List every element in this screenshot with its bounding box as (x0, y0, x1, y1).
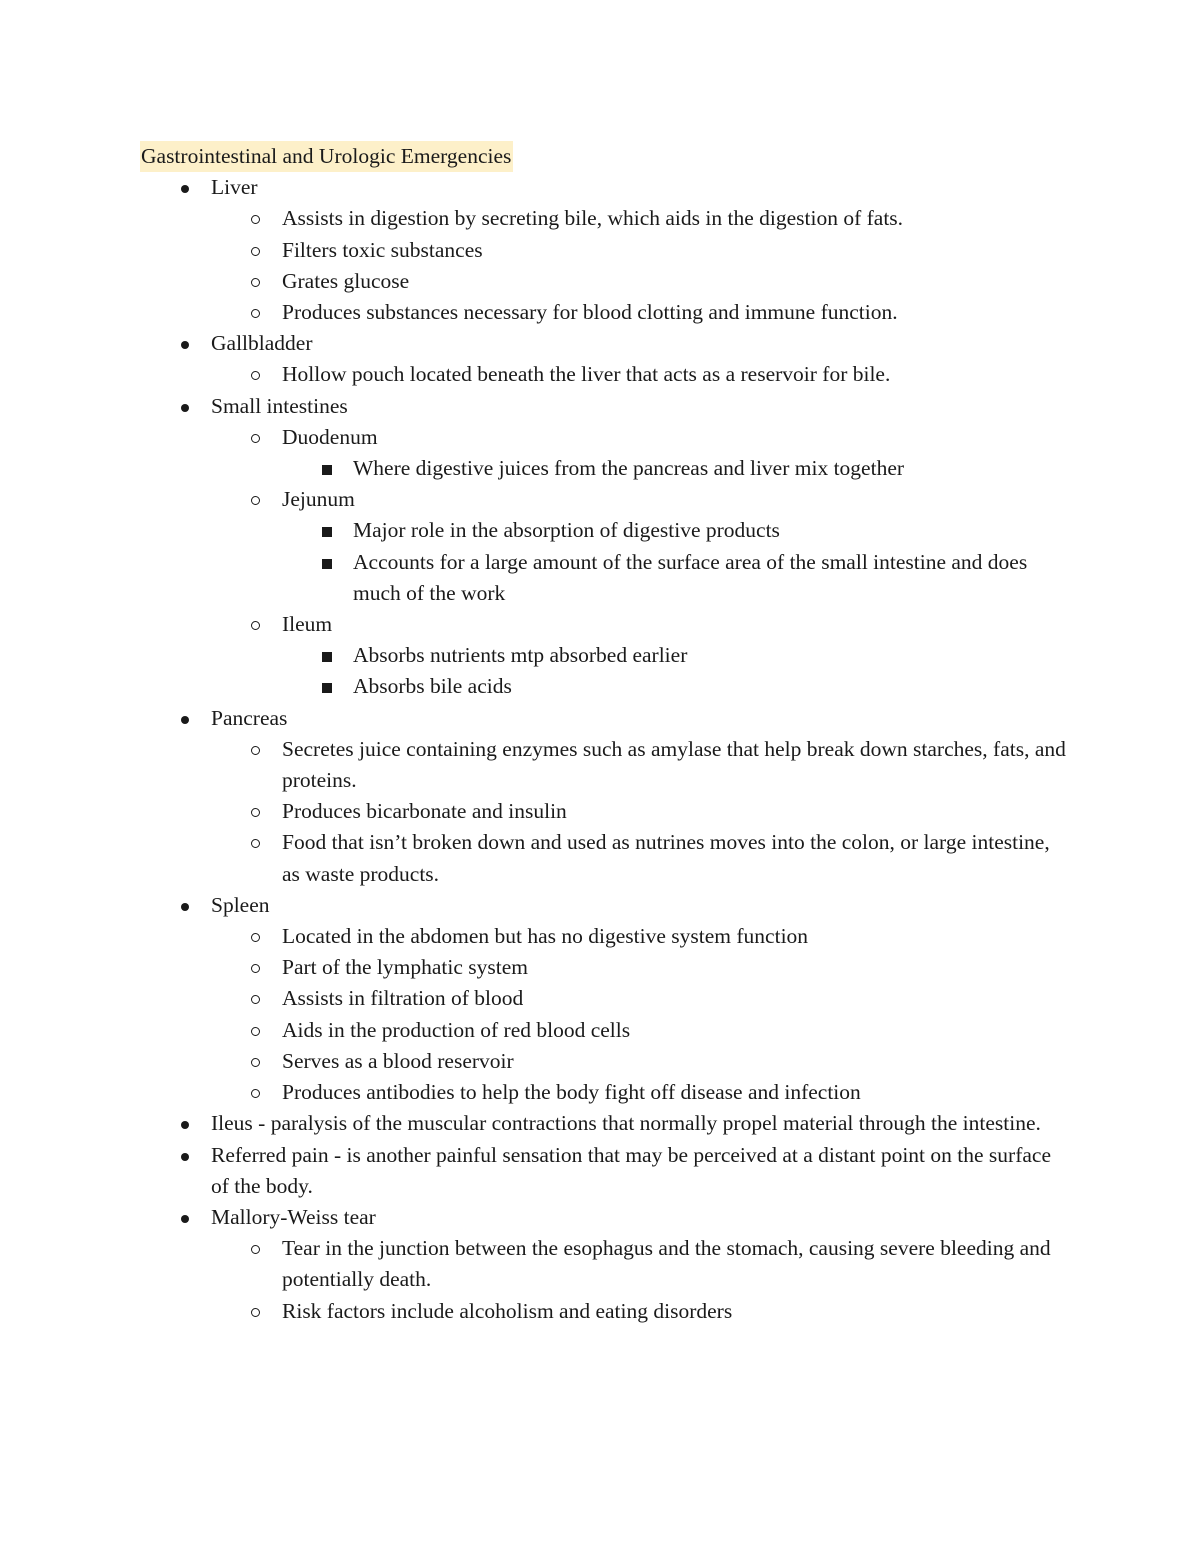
list-item-referred-pain (141, 1140, 1071, 1202)
bullet-square-icon (317, 547, 337, 578)
bullet-circle-icon (247, 297, 267, 328)
duodenum-sublist (141, 453, 1071, 484)
list-item (141, 515, 1071, 546)
list-item-text: Absorbs nutrients mtp absorbed earlier (353, 643, 688, 668)
jejunum-sublist (141, 515, 1071, 609)
list-item-text: Produces bicarbonate and insulin (282, 799, 567, 824)
sublist-container (141, 422, 1071, 703)
list-item-text: Assists in digestion by secreting bile, which aids in the digestion of fats. (282, 206, 904, 231)
list-item-gallbladder (141, 328, 1071, 359)
main-list (141, 172, 1071, 1327)
list-item (141, 1015, 1071, 1046)
list-item-text: Jejunum (282, 487, 355, 512)
list-item-label: Pancreas (211, 705, 288, 730)
list-item-duodenum (141, 422, 1071, 453)
list-item-label: Liver (211, 175, 258, 200)
sublist-container (141, 640, 1071, 702)
bullet-circle-icon (247, 484, 267, 515)
list-item-text: Accounts for a large amount of the surface area of the small intestine and does much of the work (353, 549, 1028, 605)
bullet-circle-icon (247, 796, 267, 827)
list-item (141, 1233, 1071, 1295)
bullet-square-icon (317, 453, 337, 484)
list-item (141, 1077, 1071, 1108)
list-item-text: Major role in the absorption of digestive products (353, 518, 780, 543)
list-item-text: Secretes juice containing enzymes such as amylase that help break down starches, fats, and proteins. (282, 736, 1066, 793)
list-item-text: Referred pain - is another painful sensation that may be perceived at a distant point on the surface of the body. (211, 1142, 1051, 1198)
sublist-container (141, 203, 1071, 328)
bullet-circle-icon (247, 266, 267, 297)
sublist-container (141, 734, 1071, 890)
list-item-ileus (141, 1108, 1071, 1139)
pancreas-sublist (141, 734, 1071, 890)
list-item-label: Small intestines (211, 393, 348, 418)
list-item (141, 921, 1071, 952)
spleen-sublist (141, 921, 1071, 1108)
list-item-text: Aids in the production of red blood cells (282, 1017, 631, 1042)
list-item-text: Hollow pouch located beneath the liver that acts as a reservoir for bile. (282, 362, 891, 387)
list-item-text: Duodenum (282, 424, 378, 449)
list-item (141, 734, 1071, 796)
bullet-circle-icon (247, 609, 267, 640)
document-title: Gastrointestinal and Urologic Emergencies (140, 141, 513, 172)
bullet-disc-icon (177, 391, 197, 422)
bullet-square-icon (317, 640, 337, 671)
sublist-container (141, 1233, 1071, 1327)
list-item-text: Part of the lymphatic system (282, 955, 529, 980)
list-item (141, 983, 1071, 1014)
mallory-weiss-sublist (141, 1233, 1071, 1327)
list-item-text: Produces antibodies to help the body fight off disease and infection (282, 1080, 861, 1105)
bullet-circle-icon (247, 1233, 267, 1264)
list-item-label: Spleen (211, 892, 270, 917)
bullet-circle-icon (247, 203, 267, 234)
bullet-circle-icon (247, 921, 267, 952)
list-item (141, 671, 1071, 702)
bullet-disc-icon (177, 1202, 197, 1233)
list-item-text: Where digestive juices from the pancreas and liver mix together (353, 456, 905, 481)
list-item (141, 266, 1071, 297)
sublist-container (141, 453, 1071, 484)
list-item (141, 547, 1071, 609)
list-item-text: Risk factors include alcoholism and eating disorders (282, 1298, 733, 1323)
bullet-circle-icon (247, 1046, 267, 1077)
sublist-container (141, 921, 1071, 1108)
gallbladder-sublist (141, 359, 1071, 390)
list-item-label: Gallbladder (211, 331, 313, 356)
list-item (141, 640, 1071, 671)
bullet-disc-icon (177, 1140, 197, 1171)
list-item (141, 453, 1071, 484)
list-item-text: Located in the abdomen but has no digestive system function (282, 924, 809, 949)
bullet-circle-icon (247, 734, 267, 765)
small-intestines-sublist (141, 422, 1071, 703)
document-body (141, 141, 1071, 1327)
list-item (141, 297, 1071, 328)
bullet-circle-icon (247, 827, 267, 858)
list-item-text: Grates glucose (282, 268, 410, 293)
list-item (141, 1296, 1071, 1327)
list-item-spleen (141, 890, 1071, 921)
bullet-square-icon (317, 671, 337, 702)
bullet-disc-icon (177, 1108, 197, 1139)
bullet-disc-icon (177, 172, 197, 203)
list-item-text: Ileus - paralysis of the muscular contractions that normally propel material through the intestine. (211, 1111, 1041, 1136)
list-item-jejunum (141, 484, 1071, 515)
list-item-mallory-weiss (141, 1202, 1071, 1233)
sublist-container (141, 359, 1071, 390)
bullet-square-icon (317, 515, 337, 546)
ileum-sublist (141, 640, 1071, 702)
list-item (141, 796, 1071, 827)
bullet-disc-icon (177, 328, 197, 359)
list-item (141, 203, 1071, 234)
list-item-text: Serves as a blood reservoir (282, 1048, 514, 1073)
list-item-small-intestines (141, 391, 1071, 422)
bullet-circle-icon (247, 983, 267, 1014)
list-item-text: Filters toxic substances (282, 237, 483, 262)
list-item (141, 1046, 1071, 1077)
list-item-text: Produces substances necessary for blood clotting and immune function. (282, 300, 898, 325)
list-item (141, 952, 1071, 983)
list-item-label: Mallory-Weiss tear (211, 1204, 376, 1229)
bullet-circle-icon (247, 235, 267, 266)
list-item-text: Assists in filtration of blood (282, 986, 524, 1011)
bullet-circle-icon (247, 1296, 267, 1327)
list-item-liver (141, 172, 1071, 203)
list-item (141, 827, 1071, 889)
list-item-pancreas (141, 703, 1071, 734)
bullet-disc-icon (177, 890, 197, 921)
list-item (141, 359, 1071, 390)
sublist-container (141, 515, 1071, 609)
list-item-text: Ileum (282, 612, 333, 637)
bullet-circle-icon (247, 1015, 267, 1046)
bullet-circle-icon (247, 422, 267, 453)
list-item (141, 235, 1071, 266)
bullet-circle-icon (247, 359, 267, 390)
list-item-text: Food that isn’t broken down and used as nutrines moves into the colon, or large intestine, as waste products. (282, 830, 1050, 886)
bullet-circle-icon (247, 952, 267, 983)
list-item-ileum (141, 609, 1071, 640)
list-item-text: Absorbs bile acids (353, 674, 512, 699)
bullet-circle-icon (247, 1077, 267, 1108)
liver-sublist (141, 203, 1071, 328)
list-item-text: Tear in the junction between the esophagus and the stomach, causing severe bleeding and potentially death. (282, 1236, 1051, 1292)
bullet-disc-icon (177, 703, 197, 734)
